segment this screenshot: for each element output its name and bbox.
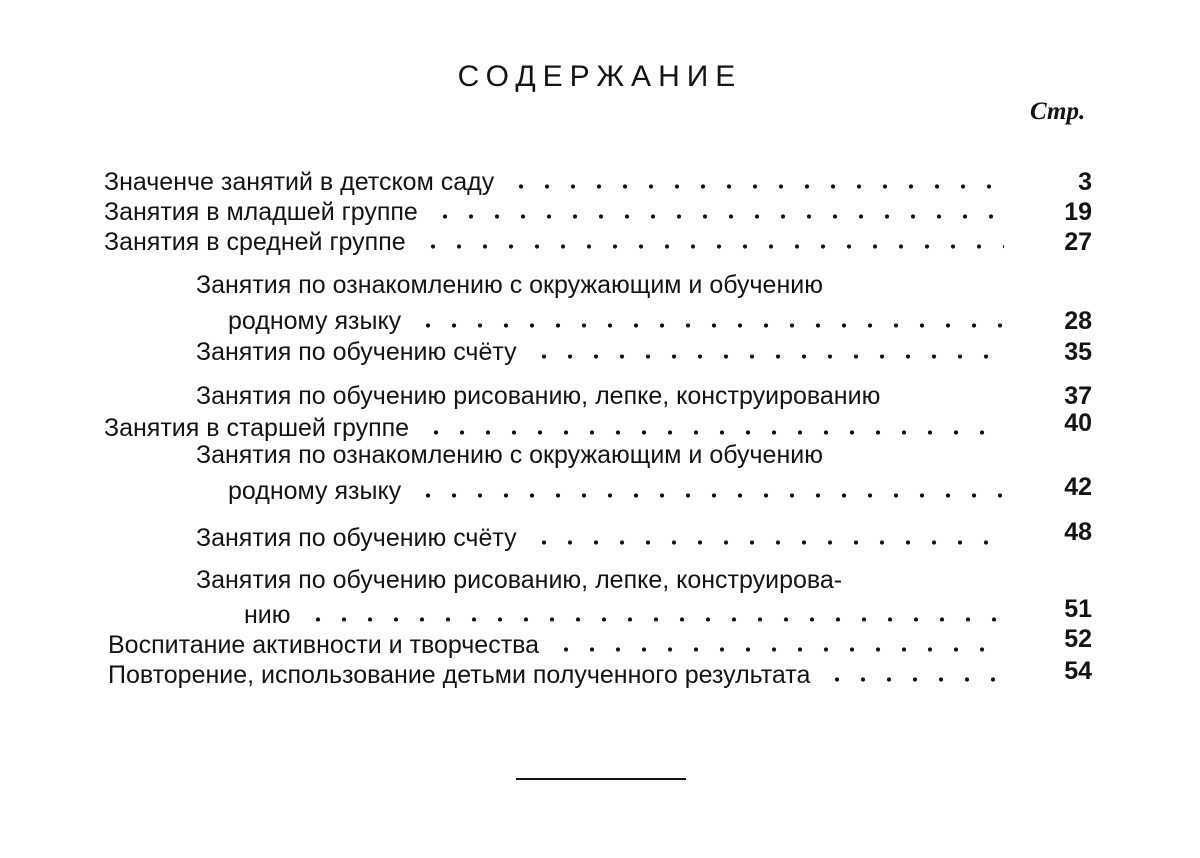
- toc-entry: [104, 223, 1012, 257]
- toc-entry-page: 48: [1064, 518, 1092, 546]
- toc-entry: [108, 626, 1012, 660]
- toc-entry-title: Повторение, использование детьми полученного результата: [108, 661, 811, 689]
- toc-entry-title: Занятия по обучению счёту: [196, 524, 517, 552]
- page-title: СОДЕРЖАНИЕ: [457, 60, 743, 93]
- toc-entry: [228, 302, 1012, 336]
- toc-entry-page: 3: [1078, 168, 1092, 196]
- toc-entry-title: нию: [244, 601, 291, 629]
- toc-entry-page: 28: [1064, 307, 1092, 335]
- toc-entry-title: Воспитание активности и творчества: [108, 631, 540, 659]
- toc-entry-title-line: Занятия по обучению рисованию, лепке, конструирова-: [196, 566, 843, 594]
- toc-entry: [104, 193, 1012, 227]
- toc-entry-page: 54: [1064, 657, 1092, 685]
- toc-entry-page: 35: [1064, 338, 1092, 366]
- end-rule: [516, 778, 686, 780]
- leader-dots: [423, 430, 1004, 435]
- toc-entry-page: 51: [1064, 595, 1092, 623]
- leader-dots: [553, 647, 1004, 652]
- toc-entry-page: 37: [1064, 382, 1092, 410]
- toc-entry-title: Занятия в младшей группе: [104, 198, 418, 226]
- toc-entry-page: 19: [1064, 198, 1092, 226]
- toc-entry-title-line: Занятия по ознакомлению с окружающим и обучению: [196, 441, 823, 469]
- toc-entry-page: 42: [1064, 473, 1092, 501]
- page-column-label: Стр.: [1030, 98, 1086, 125]
- toc-entry-page: 40: [1064, 409, 1092, 437]
- toc-entry-title: Значенче занятий в детском саду: [104, 168, 495, 196]
- leader-dots: [531, 354, 1004, 359]
- leader-dots: [420, 244, 1004, 249]
- leader-dots: [508, 184, 1004, 189]
- toc-entry: [228, 472, 1012, 506]
- toc-entry-page: 27: [1064, 228, 1092, 256]
- toc-entry: [196, 519, 1012, 553]
- toc-entry-title: Занятия по обучению рисованию, лепке, конструированию: [196, 382, 881, 410]
- toc-entry: [244, 596, 1012, 630]
- leader-dots: [531, 540, 1004, 545]
- toc-entry: [104, 163, 1012, 197]
- toc-entry: [104, 409, 1012, 443]
- toc-entry: [108, 656, 1012, 690]
- toc-entry-title: родному языку: [228, 477, 402, 505]
- toc-entry: [196, 333, 1012, 367]
- toc-entry: [196, 377, 1012, 411]
- toc-entry-title: Занятия в средней группе: [104, 228, 406, 256]
- toc-entry-page: 52: [1064, 625, 1092, 653]
- leader-dots: [305, 617, 1004, 622]
- toc-entry-title-line: Занятия по ознакомлению с окружающим и обучению: [196, 271, 823, 299]
- toc-entry-title: родному языку: [228, 307, 402, 335]
- leader-dots: [415, 493, 1004, 498]
- toc-entry-title: Занятия в старшей группе: [104, 414, 410, 442]
- leader-dots: [824, 677, 1004, 682]
- leader-dots: [432, 214, 1004, 219]
- toc-entry-title: Занятия по обучению счёту: [196, 338, 517, 366]
- leader-dots: [415, 323, 1004, 328]
